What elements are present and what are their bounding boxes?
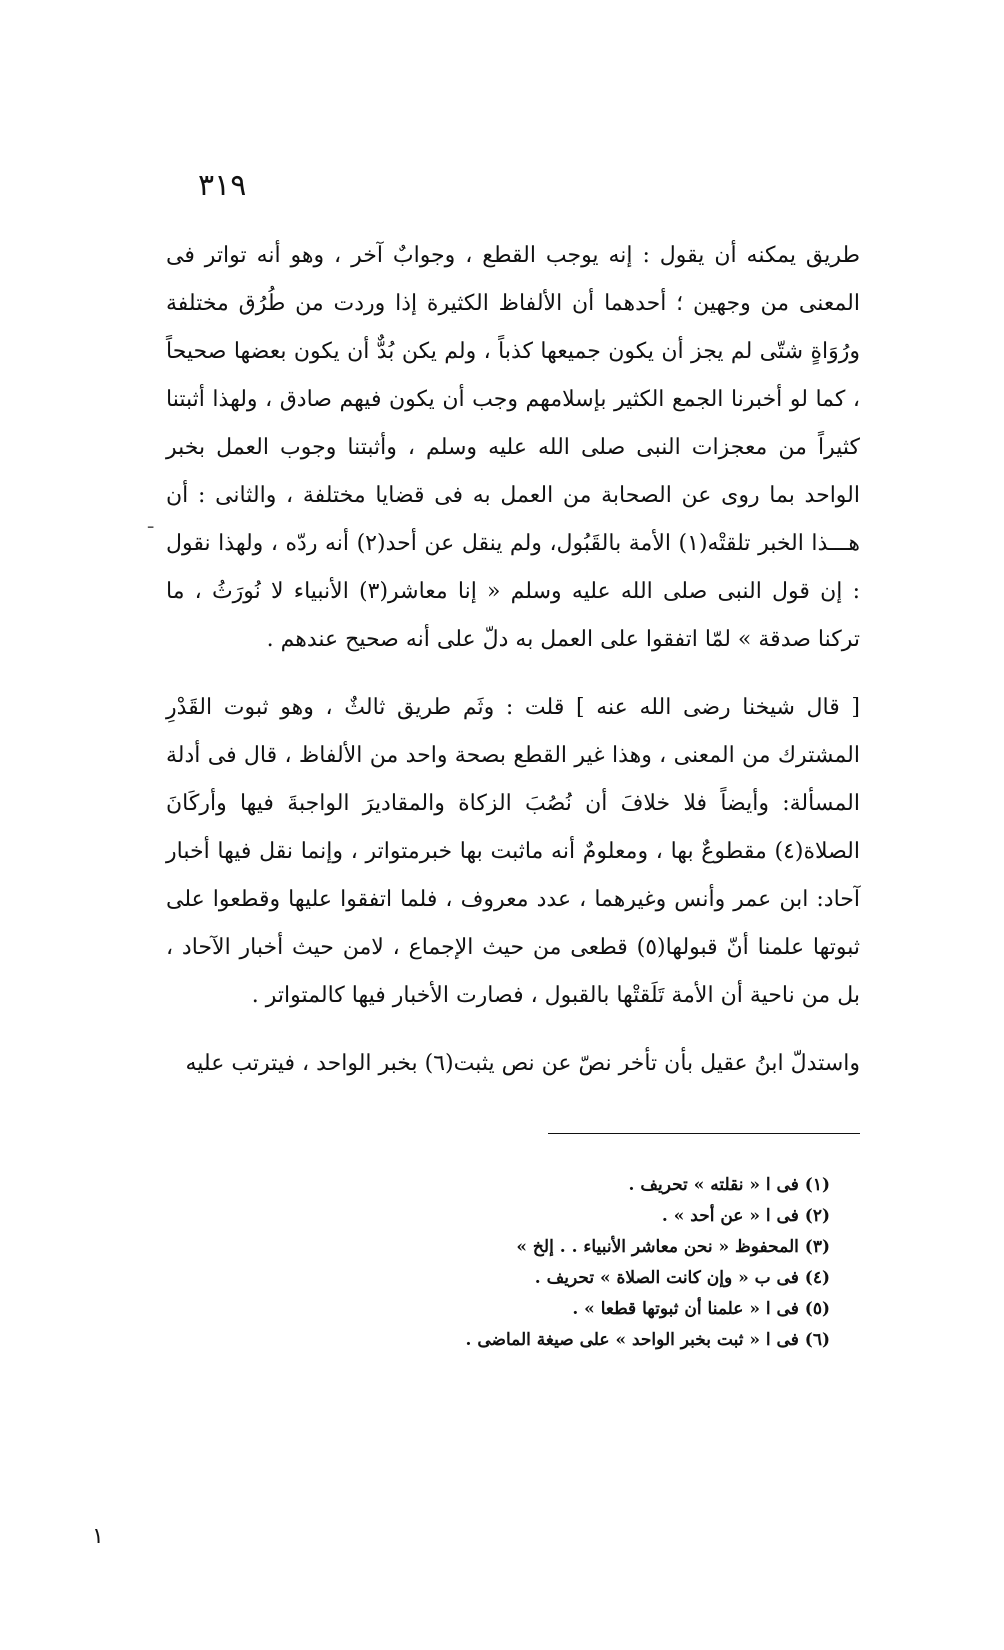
page-number: ٣١٩ (198, 168, 247, 203)
footnote: (٤) فى ب « وإن كانت الصلاة » تحريف . (534, 1268, 830, 1288)
paragraph: طريق يمكنه أن يقول : إنه يوجب القطع ، وجوابٌ آخر ، وهو أنه تواتر فى المعنى من وجهين ؛ أحدهما أن الألفاظ الكثيرة إذا وردت من طُرُق مختلفة ورُوَاةٍ شتّى لم يجز أن يكون جميعها كذباً ، ولم يكن بُدٌّ أن يكون بعضها صحيحاً ، كما لو أخبرنا الجمع الكثير بإسلامهم وجب أن يكون فيهم صادق ، ولهذا أثبتنا كثيراً من معجزات النبى صلى الله عليه وسلم ، وأثبتنا وجوب العمل بخبر الواحد بما روى عن الصحابة من العمل به فى قضايا مختلفة ، والثانى : أن هـــذا الخبر تلقتْه(١) الأمة بالقَبُول، ولم ينقل عن أحد(٢) أنه ردّه ، ولهذا نقول : إن قول النبى صلى الله عليه وسلم « إنا معاشر(٣) الأنبياء لا نُورَثُ ، ما تركنا صدقة » لمّا اتفقوا على العمل به دلّ على أنه صحيح عندهم . (166, 243, 861, 652)
footnote: (٥) فى ا « علمنا أن ثبوتها قطعا » . (572, 1299, 830, 1319)
stray-mark: ـ (148, 512, 154, 533)
footnote: (٢) فى ا « عن أحد » . (661, 1206, 830, 1226)
footnote: (٦) فى ا « ثبت بخبر الواحد » على صيغة الماضى . (465, 1330, 830, 1350)
footnotes (430, 1170, 830, 1356)
signature-mark: ١ (92, 1524, 104, 1549)
paragraph: [ قال شيخنا رضى الله عنه ] قلت : وثَم طريق ثالثٌ ، وهو ثبوت القَدْرِ المشترك من المعنى ، وهذا غير القطع بصحة واحد من الألفاظ ، قال فى أدلة المسألة: وأيضاً فلا خلافَ أن نُصُبَ الزكاة والمقاديرَ الواجبةَ فيها وأركَانَ الصلاة(٤) مقطوعٌ بها ، ومعلومٌ أنه ماثبت بها خبرمتواتر ، وإنما نقل فيها أخبار آحاد: ابن عمر وأنس وغيرهما ، عدد معروف ، فلما اتفقوا عليها وقطعوا على ثبوتها علمنا أنّ قبولها(٥) قطعى من حيث الإجماع ، لامن حيث أخبار الآحاد ، بل من ناحية أن الأمة تَلَقتْها بالقبول ، فصارت الأخبار فيها كالمتواتر . (166, 695, 861, 1008)
footnote-separator (548, 1133, 860, 1134)
footnote: (٣) المحفوظ « نحن معاشر الأنبياء . . إلخ » (516, 1237, 830, 1257)
main-text (166, 232, 860, 1088)
paragraph: واستدلّ ابنُ عقيل بأن تأخر نصّ عن نص يثبت(٦) بخبر الواحد ، فيترتب عليه (185, 1051, 860, 1076)
footnote: (١) فى ا « نقلته » تحريف . (628, 1175, 830, 1195)
